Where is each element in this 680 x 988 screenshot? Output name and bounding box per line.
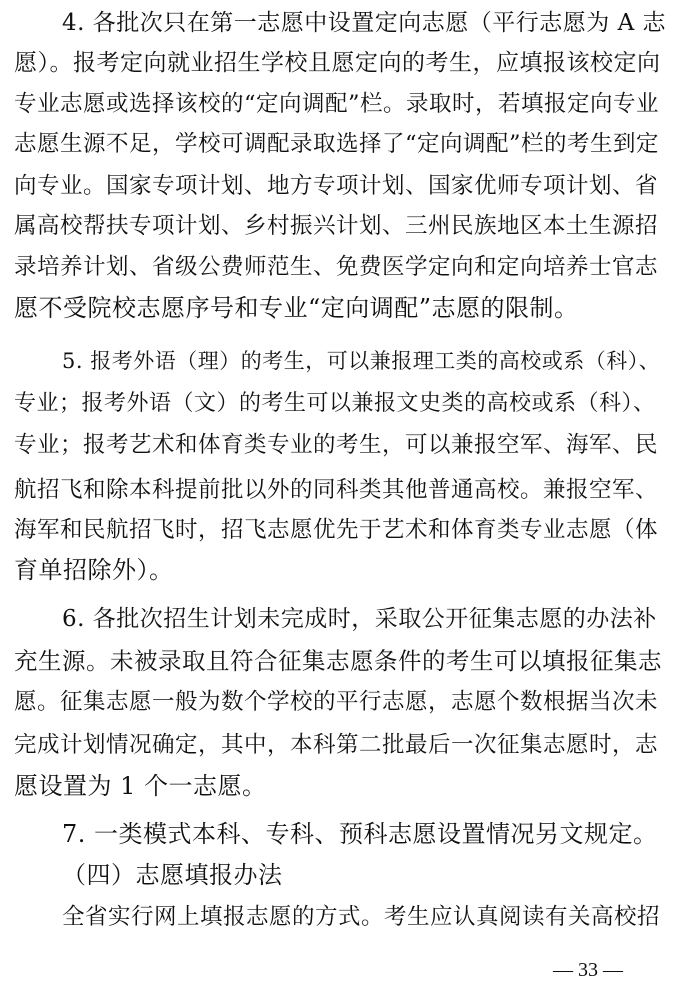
item-4-line-1: 4. 各批次只在第一志愿中设置定向志愿（平行志愿为 A 志: [62, 10, 666, 36]
item-5-line-6: 育单招除外）。: [14, 556, 174, 584]
item-4-line-6: 属高校帮扶专项计划、乡村振兴计划、三州民族地区本土生源招: [14, 213, 659, 239]
item-6-line-1: 6. 各批次招生计划未完成时，采取公开征集志愿的办法补: [62, 606, 657, 632]
item-6-line-5: 愿设置为 1 个一志愿。: [14, 772, 267, 800]
item-4-line-4: 志愿生源不足，学校可调配录取选择了“定向调配”栏的考生到定: [14, 131, 660, 157]
item-4-line-8: 愿不受院校志愿序号和专业“定向调配”志愿的限制。: [14, 294, 579, 322]
page-number: — 33 —: [553, 959, 623, 981]
item-5-line-3: 专业；报考艺术和体育类专业的考生，可以兼报空军、海军、民: [14, 432, 659, 458]
item-4-line-7: 录培养计划、省级公费师范生、免费医学定向和定向培养士官志: [14, 254, 659, 280]
item-4-line-3: 专业志愿或选择该校的“定向调配”栏。录取时，若填报定向专业: [14, 91, 660, 117]
item-5-line-4: 航招飞和除本科提前批以外的同科类其他普通高校。兼报空军、: [14, 477, 659, 503]
item-5-line-2: 专业；报考外语（文）的考生可以兼报文史类的高校或系（科）、: [14, 391, 656, 416]
item-6-line-3: 愿。征集志愿一般为数个学校的平行志愿，志愿个数根据当次未: [14, 689, 659, 715]
item-4-line-2: 愿）。报考定向就业招生学校且愿定向的考生，应填报该校定向: [14, 50, 661, 76]
section-heading: （四）志愿填报办法: [62, 861, 283, 889]
item-4-line-5: 向专业。国家专项计划、地方专项计划、国家优师专项计划、省: [14, 173, 659, 199]
item-6-line-2: 充生源。未被录取且符合征集志愿条件的考生可以填报征集志: [14, 647, 662, 675]
item-5-line-1: 5. 报考外语（理）的考生，可以兼报理工类的高校或系（科）、: [62, 349, 661, 373]
closing-line-1: 全省实行网上填报志愿的方式。考生应认真阅读有关高校招: [62, 904, 661, 930]
item-6-line-4: 完成计划情况确定，其中，本科第二批最后一次征集志愿时，志: [14, 732, 659, 758]
item-7-line-1: 7. 一类模式本科、专科、预科志愿设置情况另文规定。: [62, 820, 658, 848]
item-5-line-5: 海军和民航招飞时，招飞志愿优先于艺术和体育类专业志愿（体: [14, 517, 659, 543]
